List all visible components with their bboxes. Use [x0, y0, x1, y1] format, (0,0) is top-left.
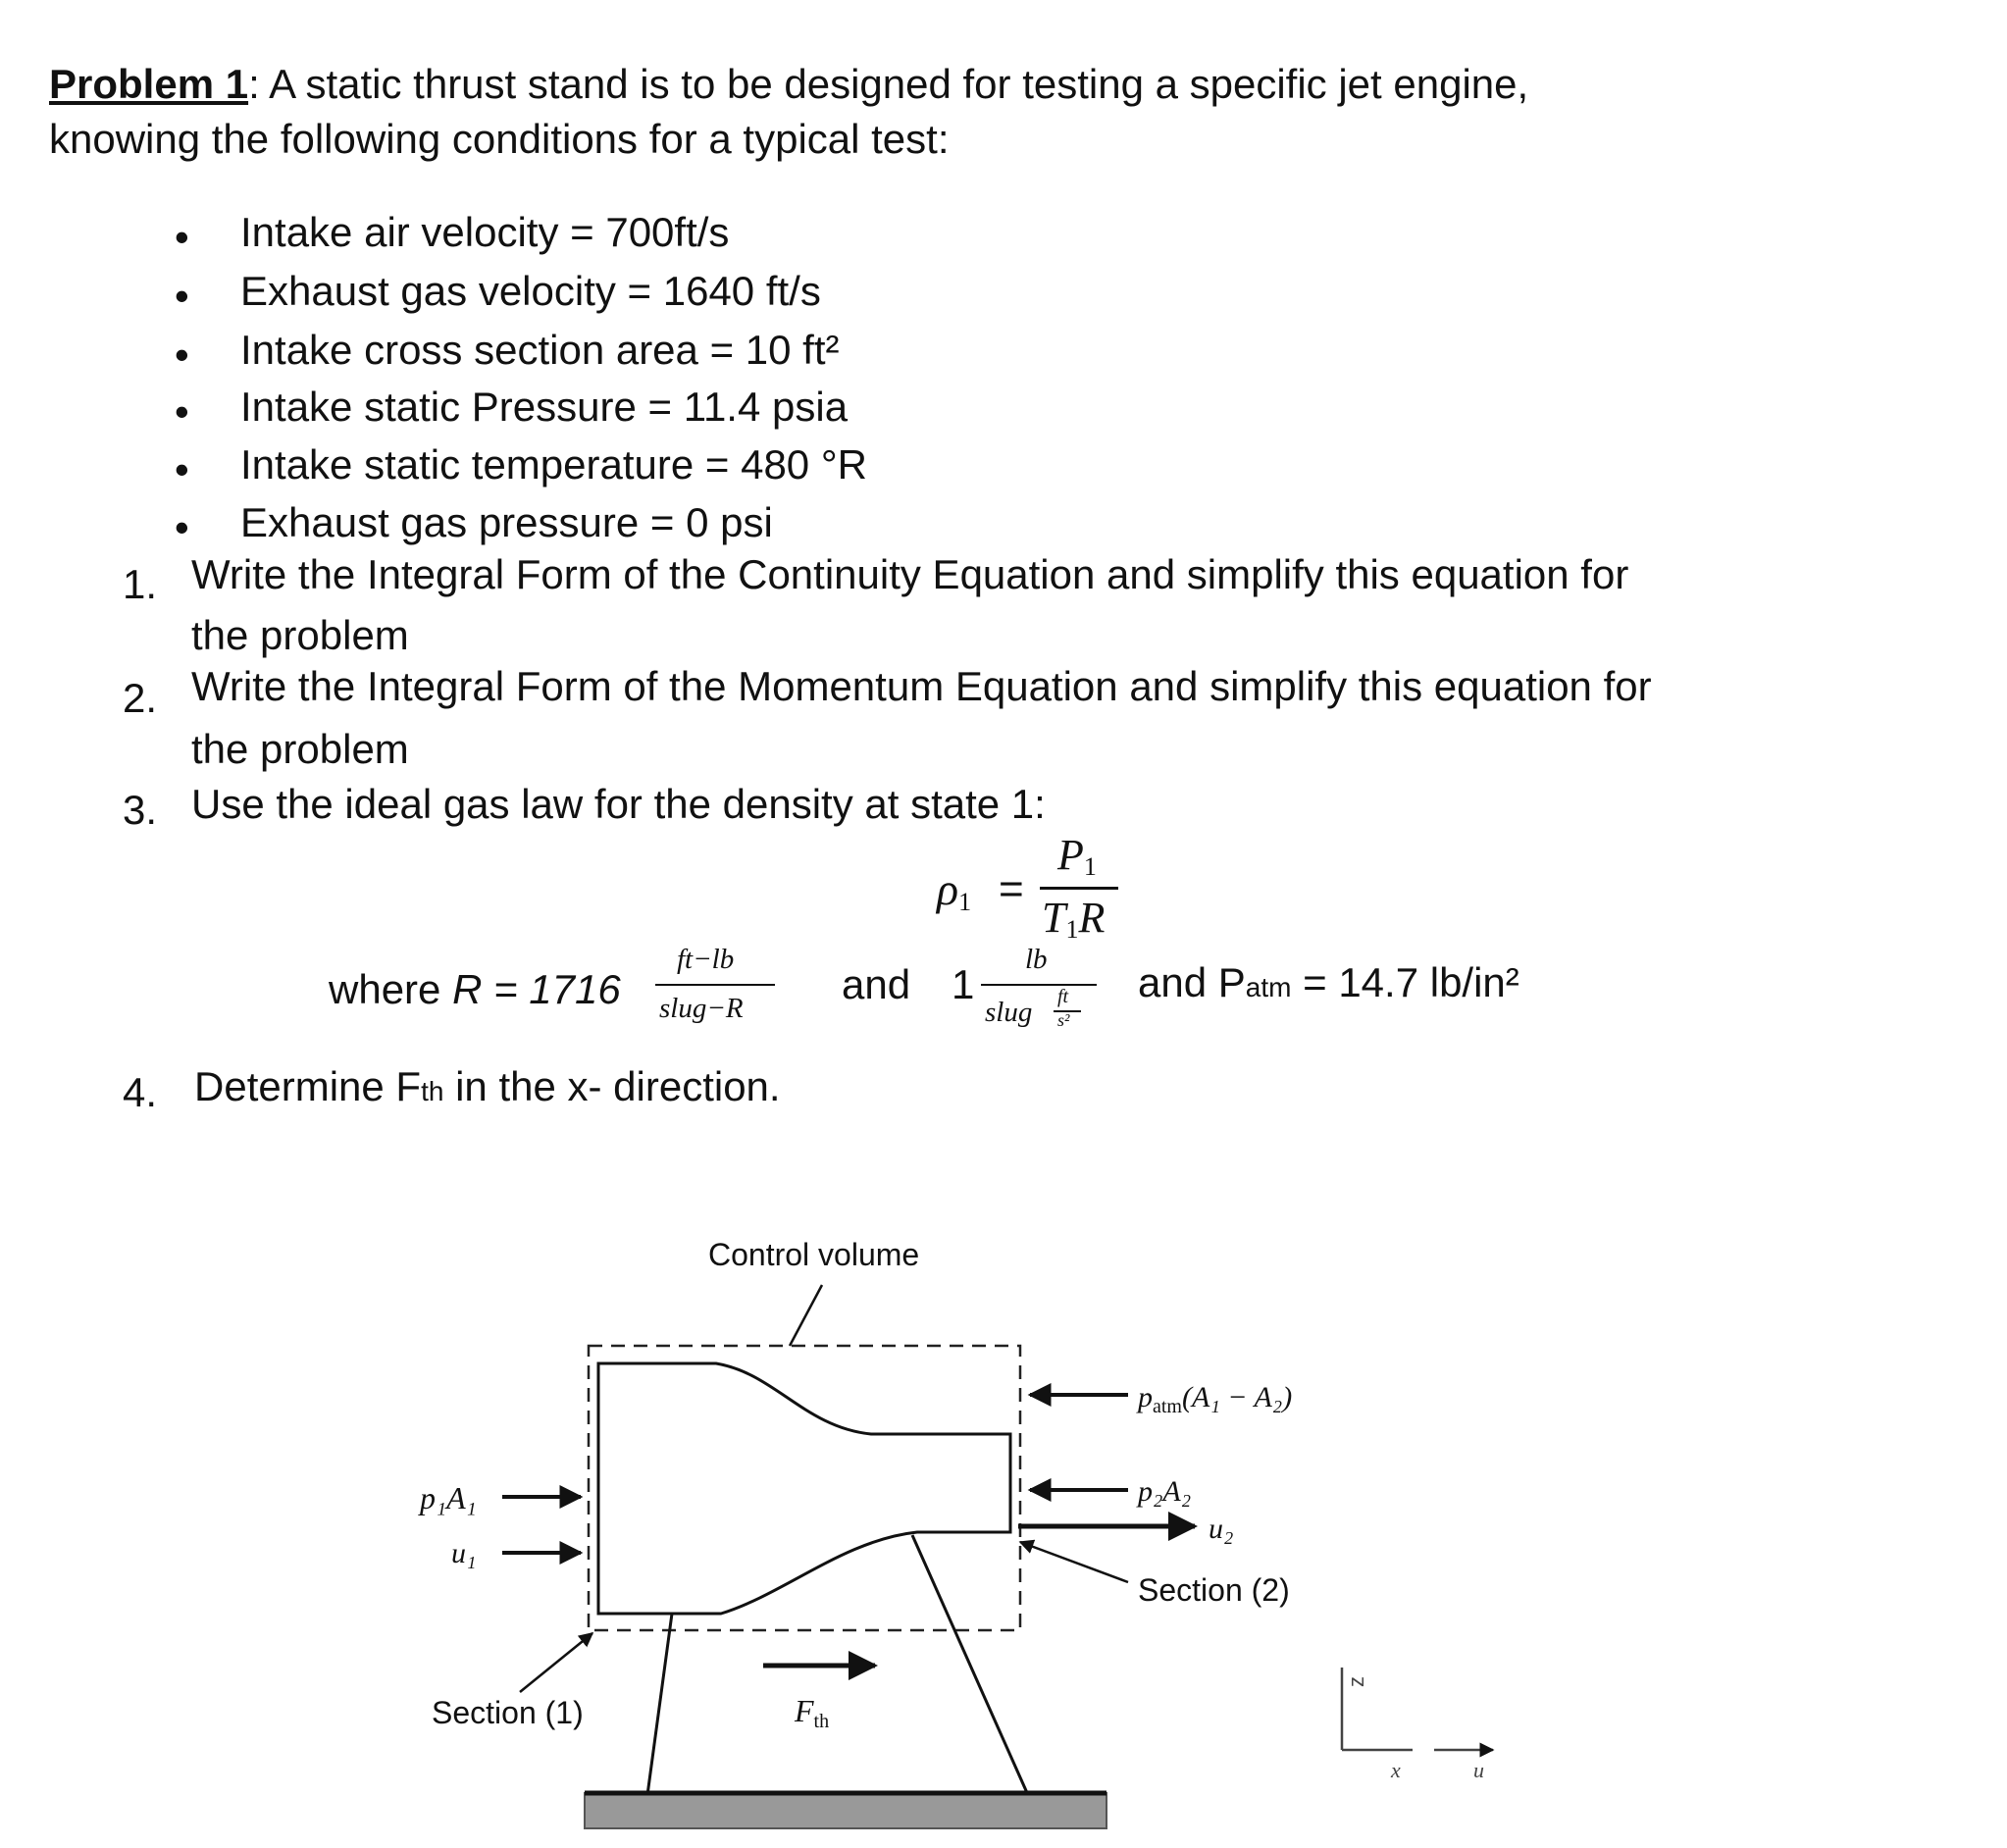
section-1-leader: [520, 1633, 592, 1692]
and-label-2: and P: [1138, 959, 1246, 1005]
condition-intake-area: Intake cross section area = 10 ft²: [240, 327, 840, 373]
question-3-line1: Use the ideal gas law for the density at state 1:: [191, 781, 1046, 827]
and-label-1: and: [842, 961, 911, 1007]
problem-intro-line1: : A static thrust stand is to be designed for testing a specific jet engine,: [248, 61, 1529, 107]
conversion-inner-denominator: s²: [1057, 1010, 1070, 1030]
section-1-label: Section (1): [432, 1695, 584, 1730]
question-2-line1: Write the Integral Form of the Momentum Equation and simplify this equation for: [191, 663, 1652, 709]
u1-label: u₁: [451, 1537, 477, 1569]
pressure-symbol: P: [1057, 831, 1084, 879]
temperature-symbol: T: [1042, 894, 1066, 942]
condition-intake-temperature: Intake static temperature = 480 °R: [240, 441, 867, 488]
z-axis-label: z: [1344, 1676, 1368, 1687]
bullet-dot: •: [175, 332, 189, 378]
jet-engine-outline: [598, 1363, 1010, 1614]
rho-subscript: 1: [958, 888, 972, 916]
thrust-label: [794, 1693, 829, 1732]
r-unit-denominator: slug−R: [659, 993, 744, 1024]
condition-intake-velocity: Intake air velocity = 700ft/s: [240, 209, 730, 255]
conversion-denominator: slug: [985, 997, 1033, 1028]
pressure-subscript: 1: [1083, 852, 1097, 881]
u-axis-label: u: [1473, 1758, 1484, 1782]
patm-force-p: p: [1138, 1381, 1153, 1413]
condition-exhaust-velocity: Exhaust gas velocity = 1640 ft/s: [240, 268, 821, 314]
control-volume-label: Control volume: [708, 1237, 920, 1272]
patm-value: = 14.7 lb/in²: [1291, 959, 1519, 1005]
temperature-subscript: 1: [1065, 915, 1079, 944]
q4-post: in the x- direction.: [443, 1063, 781, 1109]
where-label: where: [329, 966, 453, 1012]
front-strut: [647, 1614, 672, 1795]
section-2-leader: [1020, 1542, 1128, 1582]
problem-label: Problem 1: [49, 61, 249, 107]
one-value: 1: [952, 961, 975, 1007]
p2a2-label: p₂A₂: [1138, 1475, 1192, 1508]
r-symbol: R: [452, 966, 483, 1012]
r-unit-numerator: ft−lb: [677, 944, 735, 975]
question-2-number: 2.: [123, 675, 158, 721]
ground-base: [585, 1793, 1106, 1828]
q4-pre: Determine F: [194, 1063, 422, 1109]
question-2-line2: the problem: [191, 726, 409, 772]
conversion-numerator: lb: [1025, 944, 1048, 975]
rear-strut: [912, 1535, 1028, 1795]
question-1-number: 1.: [123, 561, 158, 607]
control-volume-leader: [790, 1285, 822, 1346]
conversion-inner-numerator: ft: [1057, 986, 1069, 1007]
p1a1-label: p₁A₁: [420, 1480, 477, 1515]
equals-sign: =: [999, 865, 1024, 913]
bullet-dot: •: [175, 446, 189, 492]
bullet-dot: •: [175, 214, 189, 260]
r-value: = 1716: [482, 966, 621, 1012]
question-1-line2: the problem: [191, 612, 409, 658]
patm-force-rest: (A₁ − A₂): [1182, 1381, 1293, 1413]
thrust-f: F: [795, 1693, 814, 1728]
patm-subscript: atm: [1245, 972, 1292, 1002]
thrust-sub: th: [813, 1711, 830, 1732]
x-axis-label: x: [1391, 1758, 1401, 1782]
section-2-label: Section (2): [1138, 1572, 1290, 1608]
control-volume-boundary: [589, 1346, 1020, 1630]
bullet-dot: •: [175, 504, 189, 550]
patm-force-label: [1136, 1381, 1292, 1417]
condition-intake-pressure: Intake static Pressure = 11.4 psia: [240, 384, 849, 430]
problem-intro-line2: knowing the following conditions for a typical test:: [49, 116, 950, 162]
rho: ρ: [937, 864, 959, 914]
question-4-number: 4.: [123, 1069, 158, 1115]
condition-exhaust-pressure: Exhaust gas pressure = 0 psi: [240, 499, 773, 545]
question-1-line1: Write the Integral Form of the Continuity Equation and simplify this equation for: [191, 551, 1629, 597]
question-3-number: 3.: [123, 787, 158, 833]
gas-constant-symbol: R: [1078, 894, 1106, 942]
bullet-dot: •: [175, 388, 189, 435]
u2-label: u₂: [1209, 1513, 1234, 1545]
bullet-dot: •: [175, 273, 189, 319]
q4-subscript: th: [421, 1076, 444, 1106]
patm-force-sub: atm: [1153, 1396, 1182, 1417]
